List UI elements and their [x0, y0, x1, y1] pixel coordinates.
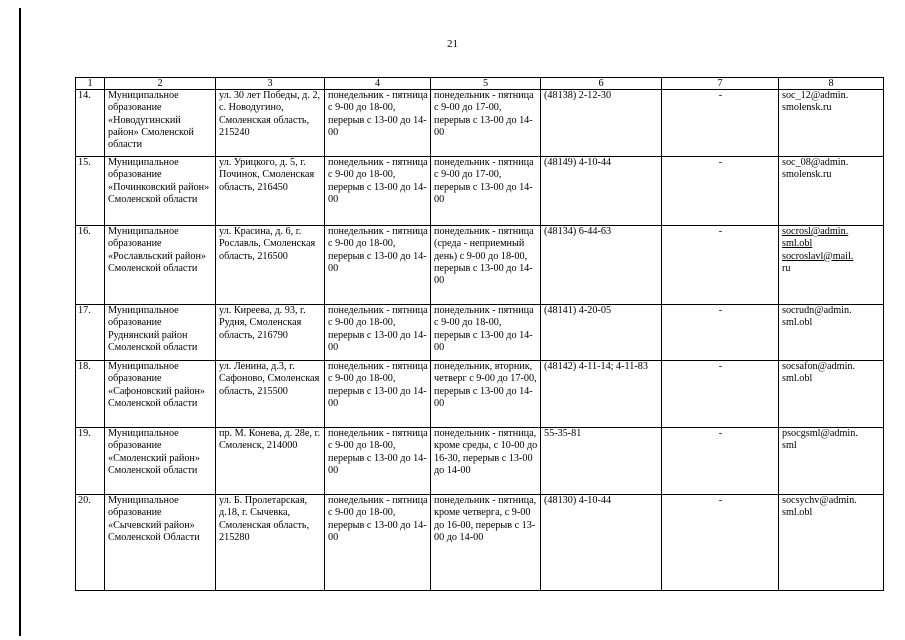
row-number: 16. [76, 226, 105, 305]
row-number: 15. [76, 157, 105, 226]
column-header: 6 [541, 78, 662, 90]
reception-schedule: понедельник - пятница (среда - неприемный день) с 9-00 до 18-00, перерыв с 13-00 до 14-00 [431, 226, 541, 305]
address: ул. Киреева, д. 93, г. Рудня, Смоленская область, 216790 [216, 305, 325, 361]
email-line: soc_08@admin. [782, 157, 849, 168]
page-left-rule [19, 8, 21, 636]
address: ул. Урицкого, д. 5, г. Починок, Смоленская область, 216450 [216, 157, 325, 226]
email-line: socrosl@admin. [782, 226, 849, 237]
work-schedule: понедельник - пятница с 9-00 до 18-00, перерыв с 13-00 до 14-00 [325, 157, 431, 226]
email-line: smolensk.ru [782, 169, 832, 181]
reception-schedule: понедельник, вторник, четверг с 9-00 до 17-00, перерыв с 13-00 до 14-00 [431, 361, 541, 428]
email-line: socrudn@admin. [782, 305, 852, 316]
reception-schedule: понедельник - пятница с 9-00 до 18-00, перерыв с 13-00 до 14-00 [431, 305, 541, 361]
email-line: socsafon@admin. [782, 361, 856, 372]
column-header: 5 [431, 78, 541, 90]
column-7-value: - [662, 495, 779, 591]
organization-name: Муниципальное образование «Рославльский район» Смоленской области [105, 226, 216, 305]
email-line: sml.obl [782, 373, 813, 385]
reception-schedule: понедельник - пятница с 9-00 до 17-00, перерыв с 13-00 до 14-00 [431, 157, 541, 226]
work-schedule: понедельник - пятница с 9-00 до 18-00, перерыв с 13-00 до 14-00 [325, 361, 431, 428]
registry-table [75, 77, 884, 591]
phone: (48141) 4-20-05 [541, 305, 662, 361]
column-header: 8 [779, 78, 884, 90]
address: ул. Красина, д. 6, г. Рославль, Смоленская область, 216500 [216, 226, 325, 305]
row-number: 14. [76, 90, 105, 157]
organization-name: Муниципальное образование «Починковский район» Смоленской области [105, 157, 216, 226]
table-row [76, 361, 884, 428]
phone: (48149) 4-10-44 [541, 157, 662, 226]
column-7-value: - [662, 226, 779, 305]
row-number: 18. [76, 361, 105, 428]
email-line: smolensk.ru [782, 102, 832, 114]
page-number: 21 [447, 38, 458, 50]
email-line: sml [782, 440, 797, 452]
column-header: 1 [76, 78, 105, 90]
reception-schedule: понедельник - пятница с 9-00 до 17-00, перерыв с 13-00 до 14-00 [431, 90, 541, 157]
organization-name: Муниципальное образование Руднянский район Смоленской области [105, 305, 216, 361]
phone: (48130) 4-10-44 [541, 495, 662, 591]
column-header: 4 [325, 78, 431, 90]
table-row [76, 428, 884, 495]
phone: 55-35-81 [541, 428, 662, 495]
column-7-value: - [662, 361, 779, 428]
email-cell [779, 361, 884, 428]
email-line: psocgsml@admin. [782, 428, 858, 439]
organization-name: Муниципальное образование «Новодугинский район» Смоленской области [105, 90, 216, 157]
work-schedule: понедельник - пятница с 9-00 до 18-00, перерыв с 13-00 до 14-00 [325, 226, 431, 305]
email-cell [779, 495, 884, 591]
phone: (48142) 4-11-14; 4-11-83 [541, 361, 662, 428]
organization-name: Муниципальное образование «Сычевский район» Смоленской Области [105, 495, 216, 591]
organization-name: Муниципальное образование «Смоленский район» Смоленской области [105, 428, 216, 495]
work-schedule: понедельник - пятница с 9-00 до 18-00, перерыв с 13-00 до 14-00 [325, 495, 431, 591]
column-7-value: - [662, 90, 779, 157]
email-line: sml.obl [782, 317, 813, 329]
organization-name: Муниципальное образование «Сафоновский район» Смоленской области [105, 361, 216, 428]
address: ул. Ленина, д.3, г. Сафоново, Смоленская область, 215500 [216, 361, 325, 428]
table-row [76, 90, 884, 157]
phone: (48138) 2-12-30 [541, 90, 662, 157]
email-line: ru [782, 262, 791, 274]
work-schedule: понедельник - пятница с 9-00 до 18-00, перерыв с 13-00 до 14-00 [325, 90, 431, 157]
reception-schedule: понедельник - пятница, кроме четверга, с 9-00 до 16-00, перерыв с 13-00 до 14-00 [431, 495, 541, 591]
email-cell [779, 90, 884, 157]
row-number: 19. [76, 428, 105, 495]
email-cell [779, 157, 884, 226]
email-line: sml.obl [782, 507, 813, 519]
table-row [76, 495, 884, 591]
work-schedule: понедельник - пятница с 9-00 до 18-00, перерыв с 13-00 до 14-00 [325, 428, 431, 495]
reception-schedule: понедельник - пятница, кроме среды, с 10-00 до 16-30, перерыв с 13-00 до 14-00 [431, 428, 541, 495]
address: ул. Б. Пролетарская, д.18, г. Сычевка, Смоленская область, 215280 [216, 495, 325, 591]
column-7-value: - [662, 428, 779, 495]
email-cell [779, 226, 884, 305]
email-line: socroslavl@mail. [782, 250, 854, 262]
phone: (48134) 6-44-63 [541, 226, 662, 305]
email-cell [779, 428, 884, 495]
column-number-row [76, 78, 884, 90]
row-number: 17. [76, 305, 105, 361]
column-7-value: - [662, 157, 779, 226]
email-line: sml.obl [782, 238, 813, 250]
email-line: soc_12@admin. [782, 90, 849, 101]
row-number: 20. [76, 495, 105, 591]
table-row [76, 305, 884, 361]
address: ул. 30 лет Победы, д. 2, с. Новодугино, Смоленская область, 215240 [216, 90, 325, 157]
column-header: 3 [216, 78, 325, 90]
table-row [76, 157, 884, 226]
column-header: 2 [105, 78, 216, 90]
column-7-value: - [662, 305, 779, 361]
address: пр. М. Конева, д. 28е, г. Смоленск, 214000 [216, 428, 325, 495]
email-cell [779, 305, 884, 361]
table-row [76, 226, 884, 305]
email-line: socsychv@admin. [782, 495, 857, 506]
work-schedule: понедельник - пятница с 9-00 до 18-00, перерыв с 13-00 до 14-00 [325, 305, 431, 361]
column-header: 7 [662, 78, 779, 90]
